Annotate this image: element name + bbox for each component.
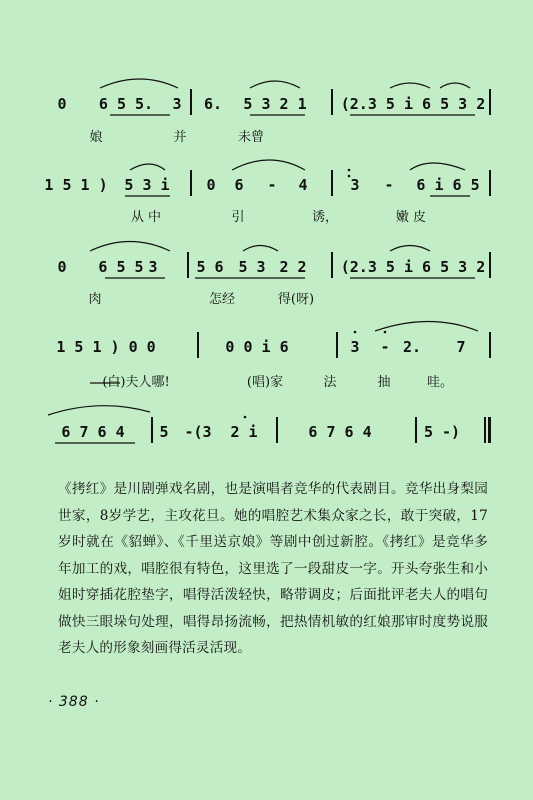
note: 7	[456, 338, 466, 356]
page-number: · 388 ·	[48, 694, 100, 710]
note: 5 -)	[423, 423, 461, 441]
lyric: 未曾	[237, 130, 265, 145]
note: -	[384, 176, 394, 194]
slur-arc	[90, 242, 170, 252]
note: 6 7 6 4	[61, 423, 125, 441]
slur-arc	[375, 322, 478, 332]
lyric: (唱)家	[246, 375, 284, 390]
note: 2 2	[279, 258, 307, 276]
slur-arc	[390, 246, 430, 252]
lyric: 抽	[377, 375, 391, 390]
note: 3	[148, 258, 158, 276]
octave-dot	[354, 331, 357, 334]
note: 2.	[402, 338, 422, 356]
note: 3	[350, 176, 360, 194]
lyric: (白)夫人哪!	[102, 375, 170, 390]
note: 4	[298, 176, 308, 194]
slur-arc	[232, 160, 305, 170]
note: 0 0 i 6	[225, 338, 289, 356]
slur-arc	[243, 246, 278, 252]
note: 3	[350, 338, 360, 356]
lyric: 诱，	[311, 210, 339, 225]
slur-arc	[130, 164, 165, 170]
lyric: 娘	[89, 130, 103, 145]
lyric: 得(呀)	[277, 292, 315, 307]
note: 0	[206, 176, 216, 194]
lyric: 从 中	[130, 210, 162, 225]
note: 5	[159, 423, 169, 441]
note: (2.3 5 i 6 5 3 2	[340, 258, 486, 276]
slur-arc	[48, 406, 150, 415]
note: 0	[57, 95, 67, 113]
lyric: 引	[231, 210, 245, 225]
note: 6 7 6 4	[308, 423, 372, 441]
slur-arc	[390, 83, 430, 88]
note: -	[380, 338, 390, 356]
note: 6 5 5	[98, 258, 144, 276]
note: 3	[172, 95, 182, 113]
note: 5 3	[238, 258, 266, 276]
note: 5 3 i	[124, 176, 170, 194]
note: (2.3 5 i 6 5 3 2	[340, 95, 486, 113]
octave-dot	[348, 169, 351, 172]
lyric: 法	[323, 375, 337, 390]
note: 6	[234, 176, 244, 194]
note: 0	[57, 258, 67, 276]
octave-dot	[244, 416, 247, 419]
slur-arc	[250, 81, 300, 88]
commentary-paragraph: 《拷红》是川剧弹戏名剧，也是演唱者竞华的代表剧目。竞华出身梨园世家，8岁学艺，主攻花旦。她的唱腔艺术集众家之长，敢于突破，17岁时就在《貂蝉》、《千里送京娘》等剧中创过新腔。《拷红》是竞华多年加工的戏，唱腔很有特色，这里选了一段甜皮一字。开头夸张生和小姐时穿插花腔垫字，唱得活泼轻快，略带调皮；后面批评老夫人的唱句做快三眼垛句处理，唱得昂扬流畅，把热情机敏的红娘那审时度势说服老夫人的形象刻画得活灵活现。	[58, 481, 488, 656]
note: -	[267, 176, 277, 194]
note: 5 3 2 1	[243, 95, 307, 113]
octave-dot	[348, 175, 351, 178]
note: 1 5 1 )	[44, 176, 108, 194]
lyric: 并	[173, 130, 187, 145]
note: 6 5 5.	[98, 95, 154, 113]
note: -(3	[184, 423, 212, 441]
octave-dot	[384, 331, 387, 334]
note: 6.	[203, 95, 223, 113]
note: 6 i 6 5	[416, 176, 480, 194]
slur-arc	[100, 79, 178, 88]
slur-arc	[410, 163, 465, 170]
note: 2 i	[230, 423, 258, 441]
lyric: 怎经	[208, 292, 236, 307]
note: 5 6	[196, 258, 224, 276]
lyric: 嫩 皮	[395, 210, 427, 225]
note: 1 5 1 ) 0 0	[56, 338, 156, 356]
lyric: 肉	[88, 292, 102, 307]
lyric: 哇。	[426, 375, 454, 390]
slur-arc	[440, 83, 470, 88]
